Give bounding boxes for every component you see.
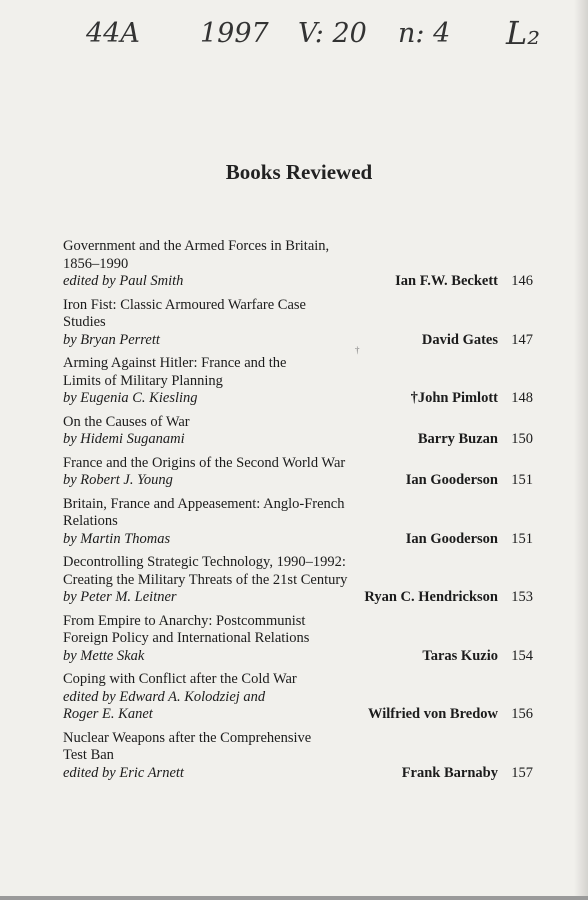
review-entry <box>63 671 533 724</box>
reviewer-name: Ian Gooderson <box>405 472 498 488</box>
page-number: 154 <box>511 647 533 664</box>
book-title-line: From Empire to Anarchy: Postcommunist <box>63 612 306 629</box>
book-title-line: Arming Against Hitler: France and the <box>63 355 287 371</box>
book-author-line: by Mette Skak <box>63 647 145 664</box>
handwritten-call-number: 44A <box>86 18 140 49</box>
review-entry <box>63 730 533 783</box>
page-edge-shadow <box>574 0 588 900</box>
reviewer-and-page <box>422 332 533 350</box>
book-title-line: France and the Origins of the Second World War <box>63 454 346 471</box>
reviewer-name: †John Pimlott <box>410 390 498 406</box>
book-title-line: Foreign Policy and International Relations <box>63 630 310 646</box>
review-entry <box>63 355 533 408</box>
book-author-line: by Eugenia C. Kiesling <box>63 390 198 406</box>
reviewer-name: Ian Gooderson <box>405 530 498 547</box>
handwritten-year: 1997 <box>200 18 269 49</box>
scan-speck: † <box>355 345 360 355</box>
book-title-line: Relations <box>63 513 118 529</box>
reviewer-name: Frank Barnaby <box>401 764 498 781</box>
book-title-line: Creating the Military Threats of the 21st Century <box>63 571 348 588</box>
page-number: 146 <box>511 273 533 289</box>
book-author-line: by Robert J. Young <box>63 472 173 488</box>
reviewer-name: Ryan C. Hendrickson <box>364 589 498 605</box>
review-entry <box>63 455 533 490</box>
reviewer-name: Wilfried von Bredow <box>368 706 498 722</box>
page-number: 150 <box>511 431 533 447</box>
reviewer-and-page <box>422 648 533 666</box>
book-author-line: edited by Eric Arnett <box>63 764 184 781</box>
book-title-line: Test Ban <box>63 747 114 763</box>
book-author-line: edited by Paul Smith <box>63 273 184 289</box>
book-author-line: edited by Edward A. Kolodziej and <box>63 688 266 705</box>
review-list <box>63 238 533 788</box>
book-title-line: Decontrolling Strategic Technology, 1990–1992: <box>63 554 346 570</box>
page-number: 153 <box>511 589 533 605</box>
handwritten-note <box>0 14 588 64</box>
page-bottom-edge <box>0 896 588 900</box>
reviewer-and-page <box>395 273 533 291</box>
page-number: 151 <box>511 472 533 488</box>
book-title-line: Government and the Armed Forces in Britain, <box>63 238 330 254</box>
page-number: 148 <box>511 390 533 406</box>
reviewer-and-page <box>368 706 533 724</box>
book-title-line: Limits of Military Planning <box>63 372 223 389</box>
review-entry <box>63 297 533 350</box>
book-author-line: Roger E. Kanet <box>63 706 153 722</box>
reviewer-name: Ian F.W. Beckett <box>395 273 498 289</box>
review-entry <box>63 613 533 666</box>
reviewer-and-page <box>402 765 533 783</box>
reviewer-and-page <box>406 531 533 549</box>
review-entry <box>63 238 533 291</box>
book-title-line: On the Causes of War <box>63 413 190 430</box>
review-entry <box>63 554 533 607</box>
page-number: 147 <box>511 331 533 348</box>
reviewer-name: Barry Buzan <box>417 431 498 447</box>
handwritten-issue: n: 4 <box>398 18 451 49</box>
page-title: Books Reviewed <box>225 160 373 184</box>
book-title-line: Studies <box>63 314 106 330</box>
book-author-line: by Peter M. Leitner <box>63 589 177 605</box>
book-title-line: Nuclear Weapons after the Comprehensive <box>63 729 312 746</box>
reviewer-and-page <box>411 390 533 408</box>
book-title-line: Coping with Conflict after the Cold War <box>63 671 297 687</box>
page-number: 156 <box>511 706 533 722</box>
reviewer-and-page <box>364 589 533 607</box>
book-author-line: by Hidemi Suganami <box>63 431 185 447</box>
reviewer-name: David Gates <box>421 331 498 348</box>
reviewer-and-page <box>418 431 533 449</box>
page-number: 151 <box>511 530 533 547</box>
page-number: 157 <box>511 764 533 781</box>
book-author-line: by Bryan Perrett <box>63 331 160 348</box>
book-title-line: Britain, France and Appeasement: Anglo-French <box>63 495 345 512</box>
book-title-line: 1856–1990 <box>63 255 129 272</box>
reviewer-and-page <box>406 472 533 490</box>
review-entry <box>63 496 533 549</box>
book-title-line: Iron Fist: Classic Armoured Warfare Case <box>63 296 306 313</box>
review-entry <box>63 414 533 449</box>
reviewer-name: Taras Kuzio <box>422 647 498 664</box>
handwritten-volume: V: 20 <box>298 18 367 49</box>
handwritten-mark: L₂ <box>506 14 541 52</box>
book-author-line: by Martin Thomas <box>63 530 171 547</box>
